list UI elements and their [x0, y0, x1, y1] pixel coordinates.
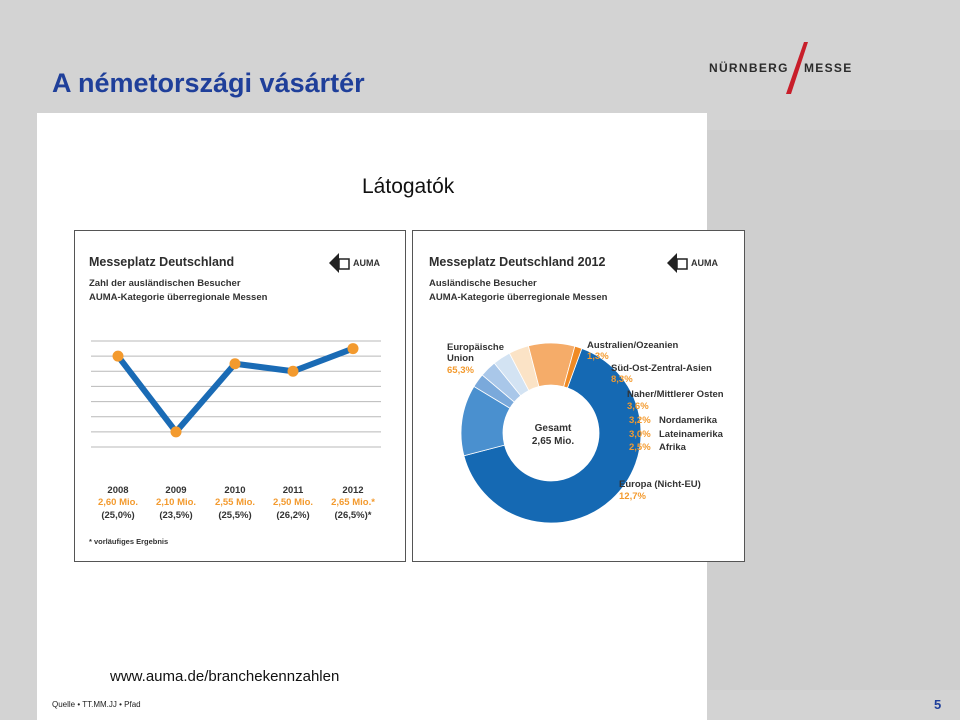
value-label: 2,60 Mio. [97, 497, 139, 508]
x-tick-label: 2012 [342, 485, 364, 496]
x-tick-label: 2011 [282, 485, 304, 496]
source-url[interactable]: www.auma.de/branchekennzahlen [110, 668, 340, 685]
pie-chart-panel [412, 230, 745, 562]
x-tick-label: 2008 [107, 485, 129, 496]
logo-text-right: MESSE [804, 61, 853, 75]
value-label: 2,55 Mio. [214, 497, 256, 508]
slice-value-label: 1,3% [587, 351, 609, 362]
share-label: (25,0%) [101, 510, 135, 521]
slice-value-label: 3,6% [627, 401, 649, 412]
page-number: 5 [934, 697, 942, 712]
data-point [288, 366, 299, 377]
slice-name-label: Europäische Union [447, 342, 505, 364]
slide-title: A németországi vásártér [52, 68, 365, 98]
data-point [113, 351, 124, 362]
value-label: 2,65 Mio.* [331, 497, 375, 508]
footnote: * vorläufiges Ergebnis [89, 537, 169, 546]
line-chart-panel [74, 230, 406, 562]
slice-value-label: 3,0% [629, 429, 651, 440]
nuernbergmesse-logo [700, 40, 860, 96]
value-label: 2,50 Mio. [272, 497, 314, 508]
slice-value-label: 65,3% [447, 365, 474, 376]
data-point [348, 343, 359, 354]
data-point [171, 426, 182, 437]
pie-panel-title: Messeplatz Deutschland 2012 [429, 255, 606, 269]
data-point [230, 358, 241, 369]
slice-value-label: 12,7% [619, 491, 646, 502]
slice-name-label: Naher/Mittlerer Osten [627, 389, 724, 400]
slice-value-label: 8,3% [611, 374, 633, 385]
slice-name-label: Lateinamerika [659, 429, 723, 440]
share-label: (26,2%) [276, 510, 310, 521]
center-label: Gesamt [534, 423, 572, 434]
pie-panel-subtitle-1: Ausländische Besucher [429, 278, 537, 289]
slice-name-label: Australien/Ozeanien [587, 340, 679, 351]
slice-name-label: Europa (Nicht-EU) [619, 479, 701, 490]
auma-logo-text: AUMA [691, 258, 718, 268]
line-panel-subtitle-2: AUMA-Kategorie überregionale Messen [89, 292, 268, 303]
auma-logo-text: AUMA [353, 258, 380, 268]
share-label: (23,5%) [159, 510, 193, 521]
share-label: (26,5%)* [334, 510, 372, 521]
slice-name-label: Nordamerika [659, 415, 718, 426]
slice-value-label: 3,2% [629, 415, 651, 426]
value-label: 2,10 Mio. [155, 497, 197, 508]
slice-name-label: Süd-Ost-Zentral-Asien [611, 363, 712, 374]
source-line: Quelle • TT.MM.JJ • Pfad [52, 700, 141, 709]
logo-text-left: NÜRNBERG [709, 61, 789, 75]
auma-logo [327, 251, 383, 277]
slice-value-label: 2,5% [629, 442, 651, 453]
line-chart [75, 331, 407, 471]
line-panel-title: Messeplatz Deutschland [89, 255, 235, 269]
share-label: (25,5%) [218, 510, 252, 521]
x-tick-label: 2010 [224, 485, 246, 496]
slice-name-label: Afrika [659, 442, 686, 453]
slide-subtitle: Látogatók [362, 175, 455, 198]
pie-panel-subtitle-2: AUMA-Kategorie überregionale Messen [429, 292, 608, 303]
center-value: 2,65 Mio. [531, 436, 575, 447]
line-panel-subtitle-1: Zahl der ausländischen Besucher [89, 278, 241, 289]
x-tick-label: 2009 [165, 485, 187, 496]
auma-logo-icon [327, 251, 351, 275]
